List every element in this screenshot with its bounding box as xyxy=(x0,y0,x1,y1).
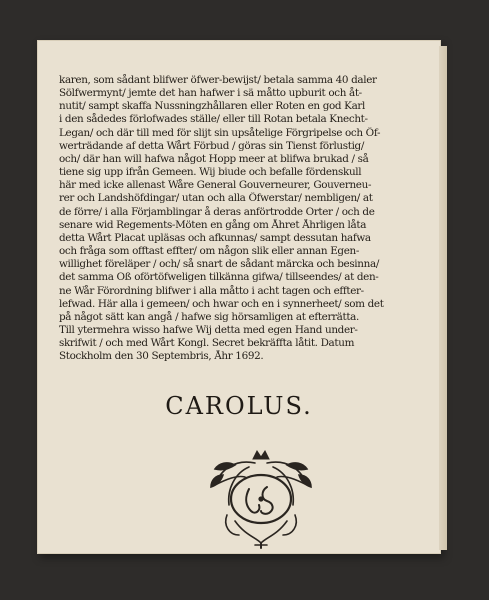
text-line: werträdande af detta Wårt Förbud / göras sin Tienst förlustig/ xyxy=(59,139,364,152)
text-line: det samma Oß oförtöfweligen tilkänna gifwa/ tillseendes/ at den- xyxy=(59,271,379,284)
text-line: tiene sig upp ifrån Gemeen. Wij biude och befalle fördenskull xyxy=(59,166,362,179)
text-line: och/ där han will hafwa något Hopp meer at blifwa brukad / så xyxy=(59,152,369,165)
text-line: senare wid Regements-Möten en gång om Åhret Åhrligen låta xyxy=(59,218,367,231)
text-line: Stockholm den 30 Septembris, Åhr 1692. xyxy=(59,350,264,363)
text-line: i den sådedes förlofwades ställe/ eller till Rotan betala Knecht- xyxy=(59,113,368,126)
text-line: detta Wårt Placat upläsas och afkunnas/ sampt dessutan hafwa xyxy=(59,231,371,244)
text-line: willighet föreläper / och/ så snart de sådant märcka och besinna/ xyxy=(59,258,379,271)
text-line: Till ytermehra wisso hafwe Wij detta med egen Hand under- xyxy=(59,323,358,336)
document-body-text xyxy=(59,74,427,363)
text-line: karen, som sådant blifwer öfwer-bewijst/ betala samma 40 daler xyxy=(59,74,377,86)
text-line: rer och Landshöfdingar/ utan och alla Öfwerstar/ nembligen/ at xyxy=(59,192,373,205)
text-line: lefwad. Här alla i gemeen/ och hwar och en i synnerheet/ som det xyxy=(59,297,384,310)
text-line: Legan/ och där till med för slijt sin upsåtelige Förgripelse och Öf- xyxy=(59,126,381,139)
royal-seal-emblem xyxy=(205,445,317,549)
text-line: Sölfwermynt/ jemte det han hafwer i sä måtto upburit och åt- xyxy=(59,87,362,100)
text-line: de förre/ i alla Förjamblingar å deras anförtrodde Orter / och de xyxy=(59,205,375,218)
text-line: ne Wår Förordning blifwer i alla måtto i acht tagen och effter- xyxy=(59,284,364,297)
text-line: och fråga som offtast effter/ om någon slik eller annan Egen- xyxy=(59,245,360,258)
text-line: här med icke allenast Wåre General Gouverneurer, Gouverneu- xyxy=(59,179,372,192)
royal-signature: CAROLUS. xyxy=(165,392,313,420)
document-page xyxy=(37,40,441,554)
text-line: nutit/ sampt skaffa Nussningzhållaren eller Roten en god Karl xyxy=(59,100,366,113)
text-line: på något sätt kan angå / hafwe sig hörsamligen at efterrätta. xyxy=(59,310,359,323)
text-line: skrifwit / och med Wårt Kongl. Secret bekräffta låtit. Datum xyxy=(59,337,355,350)
